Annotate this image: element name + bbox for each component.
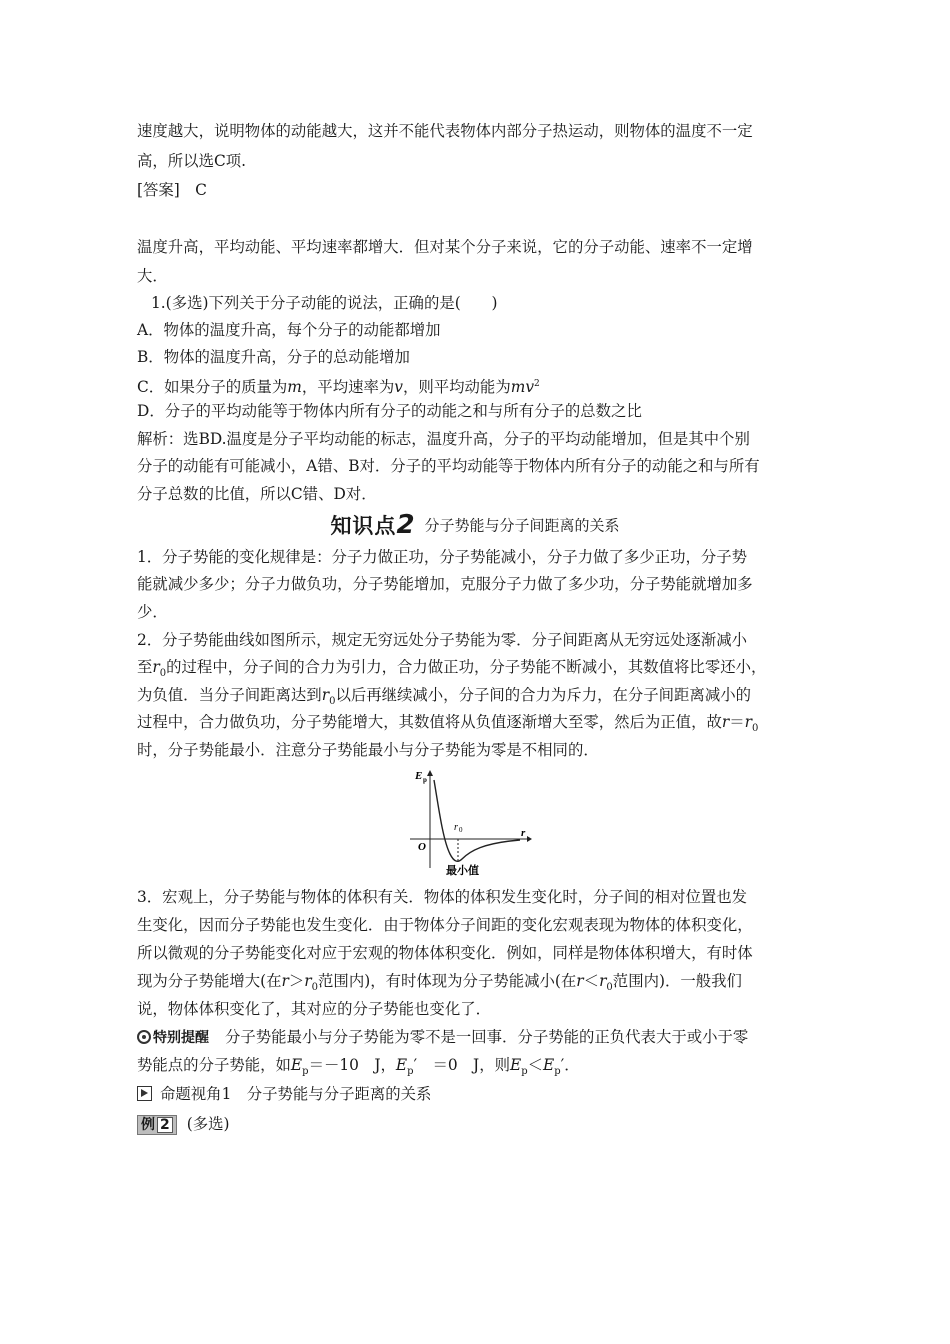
math-var: mv <box>510 378 535 397</box>
example-line <box>137 1114 230 1135</box>
option-d: D．分子的平均动能等于物体内所有分子的动能之和与所有分子的总数之比 <box>137 402 642 420</box>
text: 至 <box>137 658 153 676</box>
paragraph-line: 少． <box>137 603 168 621</box>
math-var: r <box>721 713 730 731</box>
text: 过程中，合力做负功，分子势能增大，其数值将从负值逐渐增大至零，然后为正值，故 <box>137 713 722 731</box>
heading-prefix: 知识点 <box>330 514 397 538</box>
text: ＝－10 J， <box>308 1056 396 1074</box>
paragraph-line <box>137 685 751 712</box>
origin-label: O <box>418 841 426 853</box>
r0-sub: 0 <box>459 826 463 834</box>
math-var: m <box>287 378 302 397</box>
potential-energy-figure <box>395 768 540 878</box>
text: ′． <box>560 1056 580 1074</box>
x-axis-label: r <box>521 827 526 839</box>
answer-line: [答案] C <box>137 181 207 199</box>
option-c <box>137 374 540 397</box>
paragraph-line: 1．分子势能的变化规律是：分子力做正功，分子势能减小，分子力做了多少正功，分子势 <box>137 548 748 566</box>
math-var: v <box>394 378 403 397</box>
text: ，则平均动能为 <box>402 378 511 397</box>
math-sub: 0 <box>329 696 336 708</box>
math-sub: p <box>302 1066 309 1078</box>
text: 范围内)．一般我们 <box>612 972 742 990</box>
paragraph-line: 2．分子势能曲线如图所示，规定无穷远处分子势能为零．分子间距离从无穷远处逐渐减小 <box>137 631 748 649</box>
math-var: r <box>321 686 330 704</box>
play-triangle-icon <box>137 1086 152 1101</box>
math-var: E <box>543 1056 555 1074</box>
math-var: r <box>599 972 607 990</box>
potential-curve <box>434 780 520 861</box>
math-var: r <box>152 658 160 676</box>
text: ′ ＝0 J，则 <box>413 1056 510 1074</box>
text: ，平均速率为 <box>301 378 395 397</box>
text: 的过程中，分子间的合力为引力，合力做正功，分子势能不断减小，其数值将比零还小， <box>166 658 767 676</box>
special-note-line <box>137 1027 748 1048</box>
paragraph-line: 大． <box>137 267 168 285</box>
math-var: r <box>281 972 289 990</box>
math-sub: 0 <box>751 723 759 735</box>
note-label: 特别提醒 <box>153 1030 209 1046</box>
math-var: E <box>509 1056 522 1074</box>
math-sub: p <box>554 1066 561 1078</box>
section-heading <box>0 510 950 540</box>
math-var: E <box>290 1056 303 1074</box>
paragraph-line: 时，分子势能最小．注意分子势能最小与分子势能为零是不相同的． <box>137 741 599 759</box>
math-sub: p <box>521 1066 528 1078</box>
text: 现为分子势能增大(在 <box>137 972 282 990</box>
paragraph-line: 3．宏观上，分子势能与物体的体积有关．物体的体积发生变化时，分子间的相对位置也发 <box>137 888 748 906</box>
solution-line: 分子的动能有可能减小，A错、B对．分子的平均动能等于物体内所有分子的动能之和与所有 <box>137 457 760 475</box>
y-axis-arrow <box>427 770 433 776</box>
text: ＞ <box>288 972 305 990</box>
y-axis-label: E <box>415 770 423 782</box>
solution-line: 解析：选BD.温度是分子平均动能的标志，温度升高，分子的平均动能增加，但是其中个别 <box>137 430 750 448</box>
text: 为负值．当分子间距离达到 <box>137 686 322 704</box>
y-axis-sub: p <box>423 776 427 784</box>
example-number: 2 <box>157 1117 173 1133</box>
min-value-label: 最小值 <box>446 864 479 877</box>
math-sub: 0 <box>159 668 167 680</box>
heading-title: 分子势能与分子间距离的关系 <box>424 516 620 535</box>
option-b: B．物体的温度升高，分子的总动能增加 <box>137 348 410 366</box>
math-var: r <box>576 972 584 990</box>
math-sub: p <box>407 1066 414 1078</box>
text: 命题视角1 分子势能与分子距离的关系 <box>160 1085 432 1103</box>
x-axis-arrow <box>527 836 532 842</box>
text: (多选) <box>186 1115 230 1133</box>
text: 势能点的分子势能，如 <box>137 1056 291 1074</box>
paragraph-line: 速度越大，说明物体的动能越大，这并不能代表物体内部分子热运动，则物体的温度不一定 <box>137 122 753 140</box>
math-sub: 0 <box>606 982 613 994</box>
heading-number: 2 <box>396 510 415 540</box>
math-sup: 2 <box>534 379 540 389</box>
paragraph-line: 能就减少多少；分子力做负功，分子势能增加，克服分子力做了多少功，分子势能就增加多 <box>137 575 753 593</box>
text: 分子势能最小与分子势能为零不是一回事．分子势能的正负代表大于或小于零 <box>225 1028 749 1046</box>
paragraph-line: 说，物体体积变化了，其对应的分子势能也变化了． <box>137 1000 491 1018</box>
paragraph-line <box>137 712 758 739</box>
note-icon <box>137 1030 151 1044</box>
math-var: E <box>395 1056 408 1074</box>
r0-label: r <box>454 822 458 833</box>
solution-line: 分子总数的比值，所以C错、D对． <box>137 485 377 503</box>
paragraph-line: 所以微观的分子势能变化对应于宏观的物体体积变化．例如，同样是物体体积增大，有时体 <box>137 944 753 962</box>
option-a: A．物体的温度升高，每个分子的动能都增加 <box>137 321 441 339</box>
math-var: r <box>744 713 752 731</box>
example-badge <box>137 1115 177 1135</box>
paragraph-line <box>137 971 742 998</box>
example-label: 例 <box>141 1117 155 1133</box>
question-stem: 1.(多选)下列关于分子动能的说法，正确的是( ) <box>151 294 498 312</box>
paragraph-line <box>137 657 766 684</box>
text: C．如果分子的质量为 <box>137 378 288 397</box>
text: ＝ <box>729 713 745 731</box>
paragraph-line: 生变化，因而分子势能也发生变化．由于物体分子间距的变化宏观表现为物体的体积变化， <box>137 916 753 934</box>
text: 范围内)，有时体现为分子势能减小(在 <box>318 972 577 990</box>
text: ＜ <box>527 1056 544 1074</box>
topic-line <box>137 1084 431 1104</box>
math-var: r <box>304 972 312 990</box>
text: ＜ <box>583 972 600 990</box>
text: 以后再继续减小，分子间的合力为斥力，在分子间距离减小的 <box>335 686 751 704</box>
paragraph-line: 高，所以选C项. <box>137 152 247 170</box>
math-sub: 0 <box>311 982 319 994</box>
paragraph-line: 温度升高，平均动能、平均速率都增大．但对某个分子来说，它的分子动能、速率不一定增 <box>137 238 753 256</box>
special-note-line <box>137 1055 580 1082</box>
